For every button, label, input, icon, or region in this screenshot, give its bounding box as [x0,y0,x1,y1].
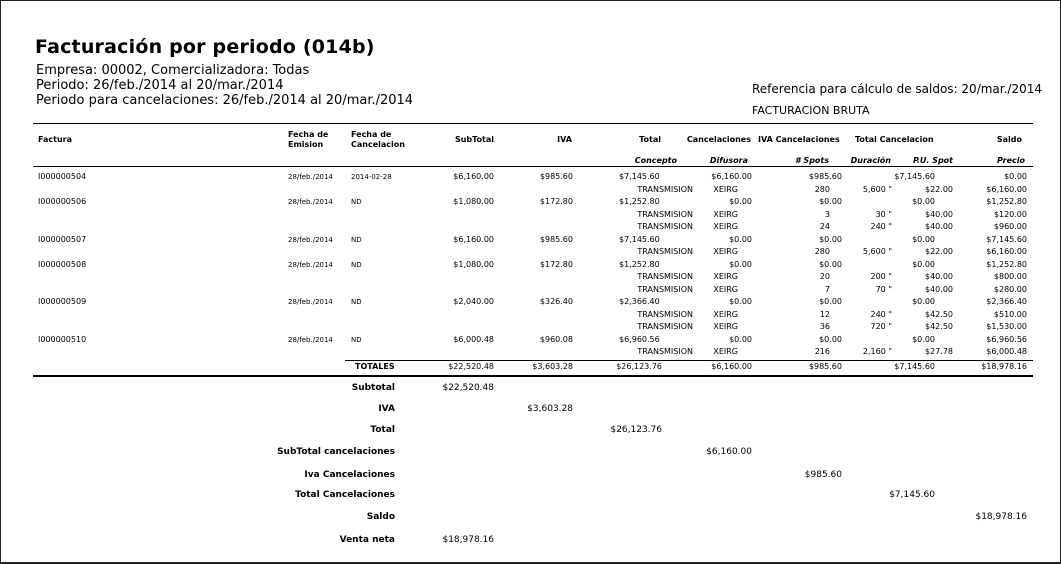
invoice-iva: $326.40 [539,297,573,306]
invoice-saldo: $0.00 [1004,172,1027,181]
col-factura: Factura [38,135,72,144]
col-spots: # Spots [795,156,829,165]
invoice-iva: $172.80 [539,197,573,206]
detail-precio: $6,160.00 [986,184,1027,194]
invoice-iva-cancel: $0.00 [819,259,842,269]
invoice-cancel: $0.00 [729,234,752,244]
invoice-total: $7,145.60 [619,234,660,244]
invoice-factura: I000000509 [38,297,87,306]
invoice-cancelacion: ND [351,260,362,269]
detail-concepto: TRANSMISION [637,209,693,219]
detail-pu: $42.50 [925,309,953,319]
invoice-cancel: $0.00 [729,297,752,306]
detail-difusora: XEIRG [713,184,738,194]
detail-concepto: TRANSMISION [637,284,693,294]
detail-spots: 280 [814,184,830,194]
detail-precio: $6,160.00 [986,247,1027,256]
detail-precio: $6,000.48 [986,347,1027,356]
report-title: Facturación por periodo (014b) [35,36,375,58]
invoice-factura: I000000507 [38,234,87,244]
detail-precio: $800.00 [993,272,1027,281]
col-fecha-emision: Fecha de Emision [288,130,329,149]
detail-pu: $22.00 [925,247,953,256]
summary-value: $18,978.16 [442,535,494,545]
totales-label: TOTALES [355,362,395,371]
invoice-total: $1,252.80 [619,259,660,269]
col-iva-cancelaciones: IVA Cancelaciones [758,135,840,144]
summary-label: Venta neta [339,535,395,545]
totales-total: $26,123.76 [616,362,662,371]
invoice-saldo: $1,252.80 [986,259,1027,269]
invoice-subtotal: $1,080.00 [453,259,494,269]
invoice-subtotal: $2,040.00 [453,297,494,306]
detail-spots: 20 [819,272,830,281]
detail-difusora: XEIRG [713,284,738,294]
invoice-factura: I000000510 [38,334,87,344]
invoice-total-cancel: $0.00 [912,334,935,344]
invoice-cancelacion: ND [351,235,362,244]
detail-spots: 280 [814,247,830,256]
invoice-subtotal: $6,000.48 [453,334,494,344]
detail-duracion: 70 " [875,284,892,294]
referencia-saldos: Referencia para cálculo de saldos: 20/mar./2014 [752,82,1043,96]
invoice-iva-cancel: $0.00 [819,334,842,344]
detail-concepto: TRANSMISION [637,184,693,194]
invoice-cancelacion: ND [351,198,362,206]
summary-value: $3,603.28 [527,404,573,414]
detail-duracion: 2,160 " [862,347,892,356]
detail-difusora: XEIRG [713,272,738,281]
invoice-iva: $960.08 [539,334,573,344]
invoice-saldo: $6,960.56 [986,334,1027,344]
totals-rule-top [345,360,1033,361]
detail-duracion: 240 " [870,222,892,231]
invoice-iva: $172.80 [539,259,573,269]
invoice-saldo: $7,145.60 [986,234,1027,244]
summary-label: Total Cancelaciones [295,490,395,500]
header-rule-bottom [33,166,1033,167]
summary-label: Subtotal [351,383,395,393]
invoice-total: $2,366.40 [619,297,660,306]
detail-precio: $120.00 [993,209,1027,219]
detail-concepto: TRANSMISION [637,322,693,331]
invoice-cancel: $0.00 [729,334,752,344]
invoice-total-cancel: $0.00 [912,259,935,269]
summary-value: $7,145.60 [889,490,935,500]
col-total-cancelacion: Total Cancelacion [855,135,934,144]
summary-label: Total [370,425,395,435]
detail-pu: $42.50 [925,322,953,331]
totales-iva: $3,603.28 [532,362,573,371]
totals-rule-bottom [33,375,1033,377]
invoice-iva-cancel: $985.60 [808,172,842,181]
invoice-cancel: $0.00 [729,197,752,206]
invoice-total-cancel: $0.00 [912,234,935,244]
detail-pu: $40.00 [925,272,953,281]
col-saldo: Saldo [996,135,1022,144]
detail-spots: 24 [819,222,830,231]
col-cancelaciones: Cancelaciones [686,135,751,144]
totales-saldo: $18,978.16 [981,362,1027,371]
invoice-subtotal: $1,080.00 [453,197,494,206]
invoice-saldo: $1,252.80 [986,197,1027,206]
invoice-cancelacion: ND [351,335,362,344]
invoice-saldo: $2,366.40 [986,297,1027,306]
invoice-emision: 28/feb./2014 [288,198,333,206]
detail-difusora: XEIRG [713,222,738,231]
detail-spots: 3 [824,209,830,219]
invoice-total: $1,252.80 [619,197,660,206]
invoice-emision: 28/feb./2014 [288,298,333,306]
summary-label: Saldo [366,512,395,522]
detail-pu: $22.00 [925,184,953,194]
col-concepto: Concepto [634,156,677,165]
invoice-emision: 28/feb./2014 [288,335,333,344]
summary-label: IVA [378,404,395,414]
invoice-cancel: $0.00 [729,259,752,269]
detail-spots: 7 [824,284,830,294]
invoice-factura: I000000506 [38,197,87,206]
detail-concepto: TRANSMISION [637,222,693,231]
detail-duracion: 720 " [870,322,892,331]
detail-difusora: XEIRG [713,347,738,356]
detail-duracion: 30 " [875,209,892,219]
invoice-total-cancel: $0.00 [912,197,935,206]
detail-difusora: XEIRG [713,209,738,219]
header-rule-top [33,123,1033,124]
summary-value: $985.60 [804,470,842,480]
periodo-line: Periodo: 26/feb./2014 al 20/mar./2014 [36,78,284,93]
totales-total-cancel: $7,145.60 [894,362,935,371]
detail-duracion: 5,600 " [862,247,892,256]
detail-concepto: TRANSMISION [637,247,693,256]
invoice-cancel: $6,160.00 [711,172,752,181]
detail-spots: 36 [819,322,830,331]
detail-concepto: TRANSMISION [637,272,693,281]
invoice-iva-cancel: $0.00 [819,197,842,206]
invoice-factura: I000000508 [38,259,87,269]
detail-pu: $40.00 [925,222,953,231]
invoice-iva: $985.60 [539,234,573,244]
detail-duracion: 240 " [870,309,892,319]
totales-cancel: $6,160.00 [711,362,752,371]
detail-precio: $510.00 [993,309,1027,319]
invoice-subtotal: $6,160.00 [453,172,494,181]
detail-difusora: XEIRG [713,309,738,319]
invoice-emision: 28/feb./2014 [288,235,333,244]
totales-iva-cancel: $985.60 [808,362,842,371]
invoice-cancelacion: 2014-02-28 [351,173,392,181]
summary-value: $18,978.16 [975,512,1027,522]
invoice-emision: 28/feb./2014 [288,173,333,181]
col-precio: Precio [997,156,1025,165]
invoice-iva: $985.60 [539,172,573,181]
invoice-total-cancel: $0.00 [912,297,935,306]
invoice-total: $7,145.60 [619,172,660,181]
invoice-factura: I000000504 [38,172,87,181]
summary-label: Iva Cancelaciones [304,470,395,480]
col-difusora: Difusora [709,156,748,165]
detail-precio: $960.00 [993,222,1027,231]
invoice-total-cancel: $7,145.60 [894,172,935,181]
detail-duracion: 200 " [870,272,892,281]
invoice-subtotal: $6,160.00 [453,234,494,244]
col-subtotal: SubTotal [454,135,494,144]
periodo-cancel-line: Periodo para cancelaciones: 26/feb./2014 al 20/mar./2014 [36,93,414,108]
facturacion-bruta: FACTURACION BRUTA [752,104,870,117]
summary-label: SubTotal cancelaciones [277,447,395,457]
summary-value: $26,123.76 [610,425,662,435]
summary-value: $6,160.00 [706,447,752,457]
empresa-line: Empresa: 00002, Comercializadora: Todas [36,63,310,78]
detail-precio: $280.00 [993,284,1027,294]
detail-concepto: TRANSMISION [637,309,693,319]
col-total: Total [639,135,661,144]
detail-difusora: XEIRG [713,322,738,331]
detail-spots: 12 [819,309,830,319]
invoice-iva-cancel: $0.00 [819,234,842,244]
invoice-cancelacion: ND [351,298,362,306]
detail-concepto: TRANSMISION [637,347,693,356]
detail-spots: 216 [814,347,830,356]
col-pu-spot: P.U. Spot [913,156,953,165]
detail-precio: $1,530.00 [986,322,1027,331]
detail-pu: $40.00 [925,209,953,219]
col-duracion: Duración [850,156,891,165]
totales-subtotal: $22,520.48 [448,362,494,371]
col-fecha-cancelacion: Fecha de Cancelacion [351,130,405,149]
invoice-emision: 28/feb./2014 [288,260,333,269]
invoice-iva-cancel: $0.00 [819,297,842,306]
detail-difusora: XEIRG [713,247,738,256]
col-iva: IVA [557,135,572,144]
summary-value: $22,520.48 [442,383,494,393]
detail-pu: $27.78 [925,347,953,356]
detail-pu: $40.00 [925,284,953,294]
invoice-total: $6,960.56 [619,334,660,344]
detail-duracion: 5,600 " [862,184,892,194]
